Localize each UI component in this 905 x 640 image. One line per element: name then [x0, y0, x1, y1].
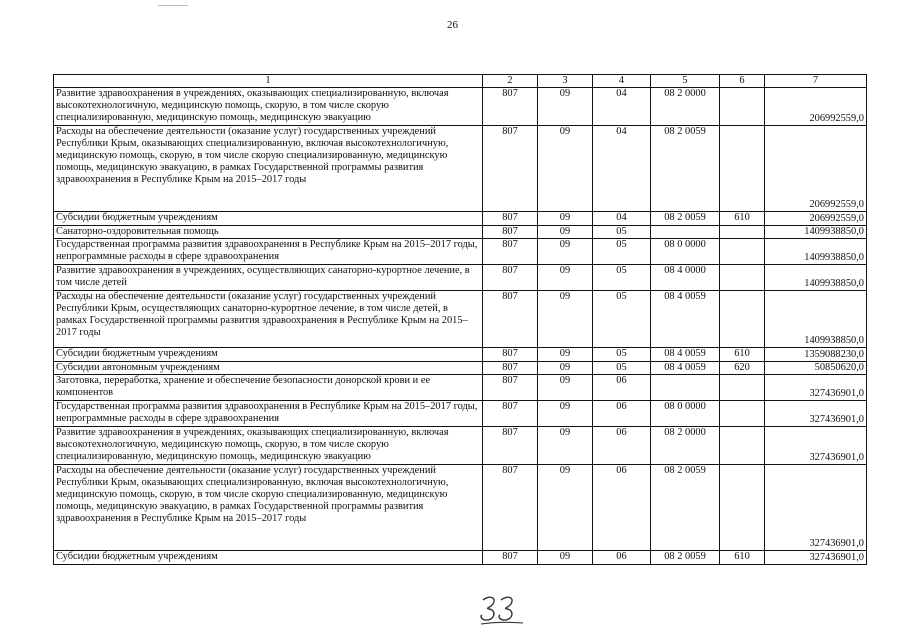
budget-table [53, 74, 867, 565]
code-section: 09 [538, 212, 593, 226]
code-ministry: 807 [483, 126, 538, 212]
amount: 1409938850,0 [765, 239, 867, 265]
code-expense-type: 610 [720, 348, 765, 362]
amount: 1409938850,0 [765, 265, 867, 291]
header-row [54, 75, 867, 88]
code-expense-type: 620 [720, 362, 765, 375]
row-description: Санаторно-оздоровительная помощь [54, 226, 483, 239]
table-row [54, 88, 867, 126]
code-expense-type: 610 [720, 551, 765, 565]
table-row [54, 362, 867, 375]
code-subsection: 05 [593, 226, 651, 239]
code-target-article: 08 0 0000 [651, 401, 720, 427]
code-target-article [651, 375, 720, 401]
column-header: 6 [720, 75, 765, 88]
amount: 327436901,0 [765, 427, 867, 465]
code-expense-type [720, 88, 765, 126]
column-header: 4 [593, 75, 651, 88]
code-expense-type: 610 [720, 212, 765, 226]
column-header: 5 [651, 75, 720, 88]
table-row [54, 465, 867, 551]
code-ministry: 807 [483, 348, 538, 362]
column-header: 1 [54, 75, 483, 88]
column-header: 3 [538, 75, 593, 88]
code-expense-type [720, 239, 765, 265]
code-target-article: 08 4 0059 [651, 348, 720, 362]
code-ministry: 807 [483, 265, 538, 291]
row-description: Расходы на обеспечение деятельности (оказание услуг) государственных учреждений Республики Крым, оказывающих специализированную, включая высокотехнологичную, медицинскую помощь, скорую, в том числе скорую специализированную, медицинскую помощь, медицинскую эвакуацию, в рамках Государственной программы развития здравоохранения в Республике Крым на 2015–2017 годы [54, 126, 483, 212]
code-section: 09 [538, 427, 593, 465]
table-row [54, 126, 867, 212]
code-target-article: 08 4 0059 [651, 291, 720, 348]
table-row [54, 239, 867, 265]
column-header: 7 [765, 75, 867, 88]
code-ministry: 807 [483, 551, 538, 565]
code-ministry: 807 [483, 362, 538, 375]
table-row [54, 212, 867, 226]
code-subsection: 06 [593, 427, 651, 465]
code-subsection: 05 [593, 265, 651, 291]
code-ministry: 807 [483, 427, 538, 465]
code-target-article: 08 0 0000 [651, 239, 720, 265]
code-subsection: 04 [593, 126, 651, 212]
amount: 206992559,0 [765, 88, 867, 126]
amount: 206992559,0 [765, 126, 867, 212]
amount: 1359088230,0 [765, 348, 867, 362]
amount: 1409938850,0 [765, 291, 867, 348]
code-ministry: 807 [483, 401, 538, 427]
code-section: 09 [538, 265, 593, 291]
code-expense-type [720, 375, 765, 401]
code-expense-type [720, 401, 765, 427]
table-row [54, 427, 867, 465]
code-section: 09 [538, 291, 593, 348]
handwritten-page-number [475, 594, 535, 628]
code-subsection: 06 [593, 375, 651, 401]
row-description: Развитие здравоохранения в учреждениях, осуществляющих санаторно-курортное лечение, в том числе детей [54, 265, 483, 291]
code-ministry: 807 [483, 291, 538, 348]
code-ministry: 807 [483, 212, 538, 226]
code-target-article: 08 2 0059 [651, 551, 720, 565]
amount: 50850620,0 [765, 362, 867, 375]
code-subsection: 05 [593, 362, 651, 375]
code-subsection: 05 [593, 348, 651, 362]
code-target-article: 08 2 0000 [651, 88, 720, 126]
row-description: Расходы на обеспечение деятельности (оказание услуг) государственных учреждений Республики Крым, оказывающих специализированную, включая высокотехнологичную, медицинскую помощь, скорую, в том числе скорую специализированную, медицинскую помощь, медицинскую эвакуацию, в рамках Государственной программы развития здравоохранения в Республике Крым на 2015–2017 годы [54, 465, 483, 551]
table-row [54, 401, 867, 427]
row-description: Субсидии бюджетным учреждениям [54, 551, 483, 565]
row-description: Заготовка, переработка, хранение и обеспечение безопасности донорской крови и ее компонентов [54, 375, 483, 401]
code-subsection: 06 [593, 465, 651, 551]
code-subsection: 04 [593, 88, 651, 126]
code-section: 09 [538, 88, 593, 126]
amount: 327436901,0 [765, 465, 867, 551]
code-section: 09 [538, 551, 593, 565]
table-row [54, 226, 867, 239]
code-ministry: 807 [483, 226, 538, 239]
code-ministry: 807 [483, 88, 538, 126]
amount: 206992559,0 [765, 212, 867, 226]
code-ministry: 807 [483, 375, 538, 401]
row-description: Субсидии бюджетным учреждениям [54, 348, 483, 362]
code-section: 09 [538, 465, 593, 551]
table-row [54, 375, 867, 401]
code-subsection: 06 [593, 401, 651, 427]
amount: 327436901,0 [765, 375, 867, 401]
code-ministry: 807 [483, 239, 538, 265]
amount: 1409938850,0 [765, 226, 867, 239]
code-target-article: 08 2 0059 [651, 212, 720, 226]
code-subsection: 05 [593, 291, 651, 348]
code-section: 09 [538, 226, 593, 239]
page-number: 26 [447, 19, 458, 31]
table-row [54, 265, 867, 291]
row-description: Развитие здравоохранения в учреждениях, оказывающих специализированную, включая высокотехнологичную, медицинскую помощь, скорую, в том числе скорую специализированную, медицинскую помощь, медицинскую эвакуацию [54, 427, 483, 465]
code-target-article: 08 4 0000 [651, 265, 720, 291]
amount: 327436901,0 [765, 551, 867, 565]
code-expense-type [720, 465, 765, 551]
code-section: 09 [538, 375, 593, 401]
code-expense-type [720, 126, 765, 212]
row-description: Субсидии бюджетным учреждениям [54, 212, 483, 226]
code-subsection: 04 [593, 212, 651, 226]
code-expense-type [720, 291, 765, 348]
column-header: 2 [483, 75, 538, 88]
code-target-article: 08 2 0059 [651, 126, 720, 212]
row-description: Расходы на обеспечение деятельности (оказание услуг) государственных учреждений Республики Крым, осуществляющих санаторно-курортное лечение, в том числе детей, в рамках Государственной программы развития здравоохранения в Республике Крым на 2015–2017 годы [54, 291, 483, 348]
row-description: Развитие здравоохранения в учреждениях, оказывающих специализированную, включая высокотехнологичную, медицинскую помощь, скорую, в том числе скорую специализированную, медицинскую помощь, медицинскую эвакуацию [54, 88, 483, 126]
table-row [54, 348, 867, 362]
code-ministry: 807 [483, 465, 538, 551]
code-section: 09 [538, 401, 593, 427]
code-section: 09 [538, 362, 593, 375]
scan-mark [158, 5, 188, 6]
code-subsection: 05 [593, 239, 651, 265]
code-section: 09 [538, 126, 593, 212]
code-section: 09 [538, 239, 593, 265]
table-row [54, 551, 867, 565]
code-target-article [651, 226, 720, 239]
row-description: Субсидии автономным учреждениям [54, 362, 483, 375]
code-target-article: 08 2 0059 [651, 465, 720, 551]
code-section: 09 [538, 348, 593, 362]
row-description: Государственная программа развития здравоохранения в Республике Крым на 2015–2017 годы, непрограммные расходы в сфере здравоохранения [54, 239, 483, 265]
code-subsection: 06 [593, 551, 651, 565]
amount: 327436901,0 [765, 401, 867, 427]
code-target-article: 08 2 0000 [651, 427, 720, 465]
code-expense-type [720, 226, 765, 239]
table-row [54, 291, 867, 348]
code-expense-type [720, 427, 765, 465]
row-description: Государственная программа развития здравоохранения в Республике Крым на 2015–2017 годы, непрограммные расходы в сфере здравоохранения [54, 401, 483, 427]
code-target-article: 08 4 0059 [651, 362, 720, 375]
code-expense-type [720, 265, 765, 291]
